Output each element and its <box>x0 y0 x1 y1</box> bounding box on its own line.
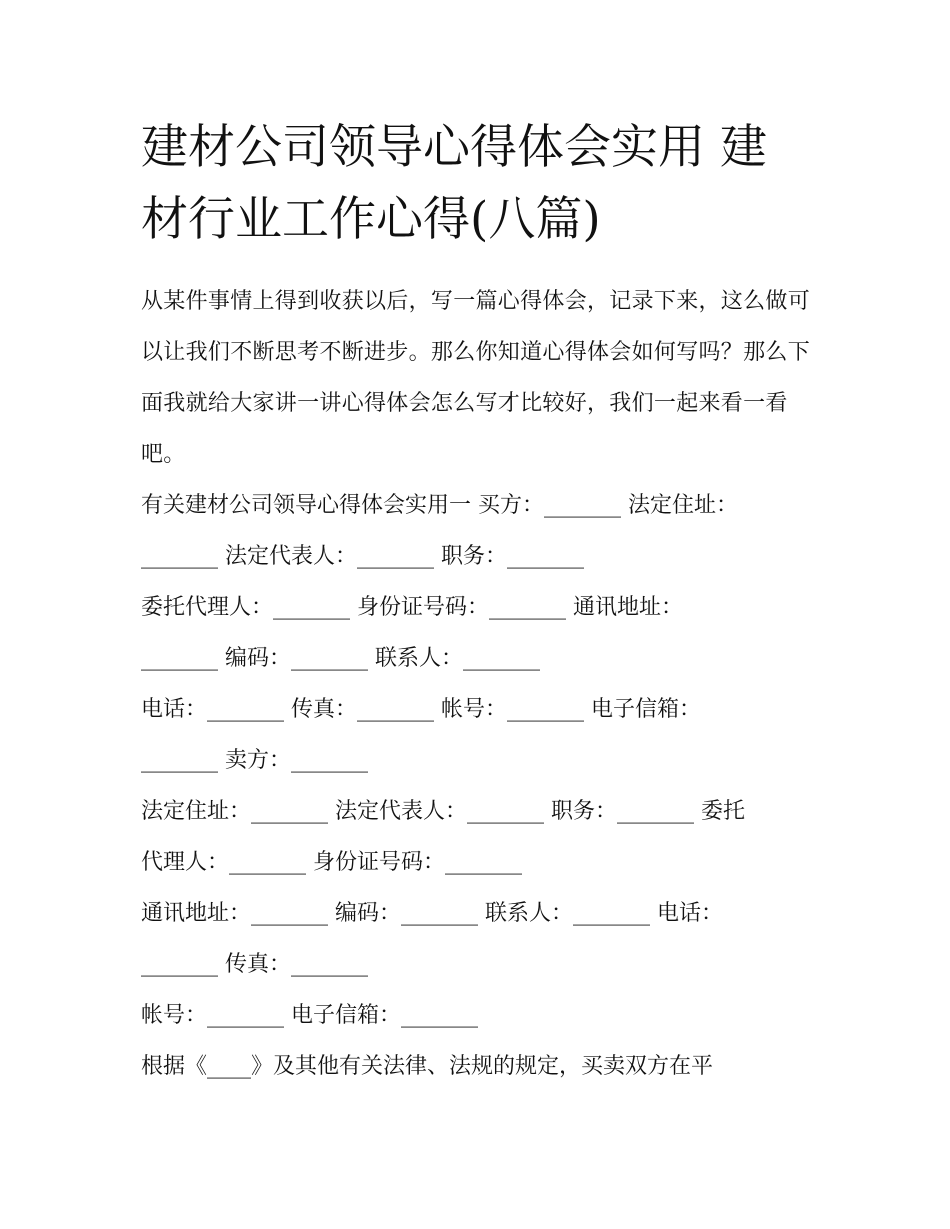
contract-line: 帐号：_______ 电子信箱：_______ <box>141 1003 478 1028</box>
document-title: 建材公司领导心得体会实用 建材行业工作心得(八篇) <box>141 120 767 247</box>
contract-line: _______ 编码：_______ 联系人：_______ <box>141 646 540 671</box>
contract-line-basis: 根据《____》及其他有关法律、法规的规定，买卖双方在平 <box>141 1054 714 1079</box>
contract-line-seller: _______ 卖方：_______ <box>141 748 368 773</box>
contract-line: _______ 传真：_______ <box>141 952 368 977</box>
contract-line: 代理人：_______ 身份证号码：_______ <box>141 850 522 875</box>
contract-line: 法定住址：_______ 法定代表人：_______ 职务：_______ 委托 <box>141 799 745 824</box>
contract-line: 电话：_______ 传真：_______ 帐号：_______ 电子信箱： <box>141 697 701 722</box>
contract-line-buyer: 有关建材公司领导心得体会实用一 买方：_______ 法定住址： <box>141 493 738 518</box>
contract-line: 委托代理人：_______ 身份证号码：_______ 通讯地址： <box>141 595 683 620</box>
intro-paragraph: 从某件事情上得到收获以后，写一篇心得体会，记录下来，这么做可以让我们不断思考不断进步。那么你知道心得体会如何写吗？那么下面我就给大家讲一讲心得体会怎么写才比较好，我们一起来看一看吧。 <box>141 289 811 467</box>
contract-line: 通讯地址：_______ 编码：_______ 联系人：_______ 电话： <box>141 901 723 926</box>
document-body <box>141 112 811 1092</box>
contract-line: _______ 法定代表人：_______ 职务：_______ <box>141 544 584 569</box>
